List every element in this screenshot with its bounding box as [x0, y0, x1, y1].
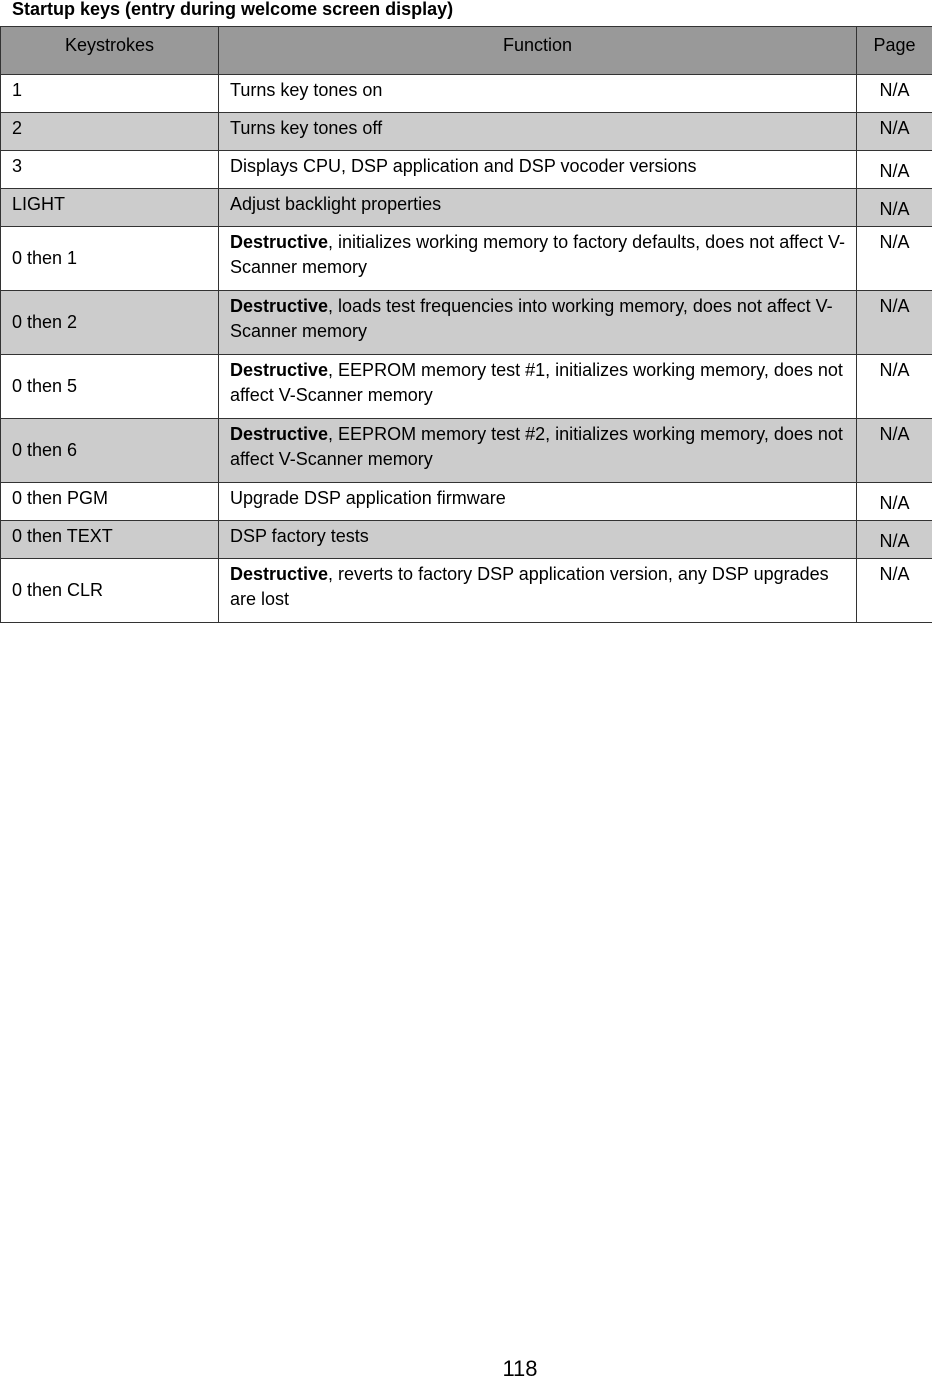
- keystroke-cell: 0 then CLR: [1, 559, 219, 623]
- function-cell: [219, 559, 857, 623]
- table-row: [1, 559, 932, 623]
- keystroke-cell: 3: [1, 151, 219, 189]
- startup-keys-table: [0, 26, 932, 623]
- table-row: [1, 291, 932, 355]
- page-cell: N/A: [857, 483, 932, 521]
- table-row: [1, 189, 932, 227]
- page-cell: N/A: [857, 419, 932, 483]
- destructive-label: Destructive: [230, 232, 328, 252]
- function-cell: [219, 483, 857, 521]
- function-cell: [219, 521, 857, 559]
- destructive-label: Destructive: [230, 296, 328, 316]
- function-cell: [219, 419, 857, 483]
- function-text: Upgrade DSP application firmware: [230, 488, 506, 508]
- table-row: [1, 113, 932, 151]
- page-cell: N/A: [857, 151, 932, 189]
- function-cell: [219, 151, 857, 189]
- destructive-label: Destructive: [230, 424, 328, 444]
- function-text: , initializes working memory to factory defaults, does not affect V-Scanner memory: [230, 232, 845, 277]
- function-cell: [219, 291, 857, 355]
- keystroke-cell: 1: [1, 75, 219, 113]
- function-cell: [219, 355, 857, 419]
- header-page: Page: [857, 27, 932, 75]
- keystroke-cell: 0 then 6: [1, 419, 219, 483]
- table-header-row: [1, 27, 932, 75]
- function-text: , EEPROM memory test #2, initializes working memory, does not affect V-Scanner memory: [230, 424, 843, 469]
- keystroke-cell: 0 then 1: [1, 227, 219, 291]
- table-row: [1, 483, 932, 521]
- section-title: Startup keys (entry during welcome screen display): [12, 0, 453, 20]
- page-cell: N/A: [857, 559, 932, 623]
- table-row: [1, 75, 932, 113]
- keystroke-cell: 0 then PGM: [1, 483, 219, 521]
- function-text: DSP factory tests: [230, 526, 369, 546]
- page-cell: N/A: [857, 355, 932, 419]
- page-cell: N/A: [857, 113, 932, 151]
- function-cell: [219, 227, 857, 291]
- function-text: Displays CPU, DSP application and DSP vocoder versions: [230, 156, 697, 176]
- function-cell: [219, 75, 857, 113]
- table-row: [1, 151, 932, 189]
- page-cell: N/A: [857, 75, 932, 113]
- table-row: [1, 355, 932, 419]
- destructive-label: Destructive: [230, 360, 328, 380]
- header-keystrokes: Keystrokes: [1, 27, 219, 75]
- function-cell: [219, 113, 857, 151]
- keystroke-cell: LIGHT: [1, 189, 219, 227]
- keystroke-cell: 0 then 2: [1, 291, 219, 355]
- page-cell: N/A: [857, 291, 932, 355]
- table-row: [1, 419, 932, 483]
- keystroke-cell: 2: [1, 113, 219, 151]
- page-cell: N/A: [857, 227, 932, 291]
- table-row: [1, 521, 932, 559]
- function-cell: [219, 189, 857, 227]
- page-cell: N/A: [857, 521, 932, 559]
- function-text: , EEPROM memory test #1, initializes working memory, does not affect V-Scanner memory: [230, 360, 843, 405]
- function-text: Adjust backlight properties: [230, 194, 441, 214]
- page-number: 118: [0, 1356, 932, 1382]
- function-text: , reverts to factory DSP application version, any DSP upgrades are lost: [230, 564, 829, 609]
- page-cell: N/A: [857, 189, 932, 227]
- header-function: Function: [219, 27, 857, 75]
- table-row: [1, 227, 932, 291]
- destructive-label: Destructive: [230, 564, 328, 584]
- function-text: Turns key tones off: [230, 118, 382, 138]
- function-text: , loads test frequencies into working memory, does not affect V-Scanner memory: [230, 296, 833, 341]
- keystroke-cell: 0 then TEXT: [1, 521, 219, 559]
- keystroke-cell: 0 then 5: [1, 355, 219, 419]
- function-text: Turns key tones on: [230, 80, 382, 100]
